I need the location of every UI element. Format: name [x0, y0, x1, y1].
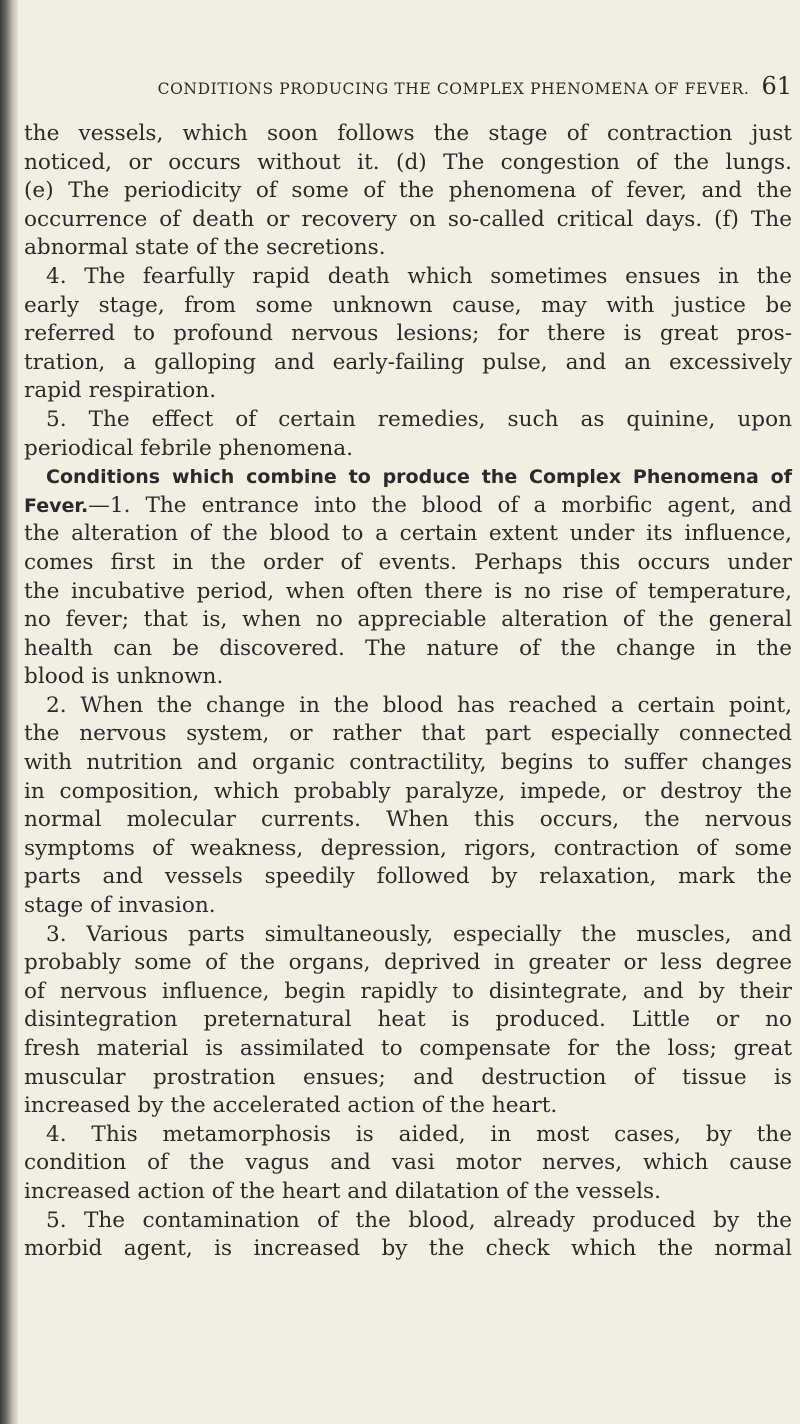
- text-line: early stage, from some unknown cause, may with justice be: [24, 292, 792, 318]
- text-line: symptoms of weakness, depression, rigors, contraction of some: [24, 835, 792, 861]
- text-line: in composition, which probably paralyze, impede, or destroy the: [24, 778, 792, 804]
- text-line: 5. The effect of certain remedies, such as quinine, upon: [46, 406, 792, 432]
- text-line: with nutrition and organic contractility, begins to suffer changes: [24, 750, 792, 776]
- running-head: [42, 72, 792, 106]
- text-line: muscular prostration ensues; and destruction of tissue is: [24, 1064, 792, 1090]
- text-line: disintegration preternatural heat is produced. Little or no: [24, 1007, 792, 1033]
- text-line: condition of the vagus and vasi motor nerves, which cause: [24, 1150, 792, 1176]
- text-line: 4. The fearfully rapid death which sometimes ensues in the: [46, 263, 792, 289]
- text-line: normal molecular currents. When this occurs, the nervous: [24, 807, 792, 833]
- text-run: —1. The entrance into the blood of a morbific agent, and: [88, 492, 792, 518]
- text-line: no fever; that is, when no appreciable alteration of the general: [24, 607, 792, 633]
- section-heading-end: Fever.: [24, 494, 89, 517]
- text-line: fresh material is assimilated to compensate for the loss; great: [24, 1036, 792, 1061]
- text-line: periodical febrile phenomena.: [24, 435, 353, 461]
- text-line: morbid agent, is increased by the check which the normal: [24, 1236, 792, 1262]
- text-line: of nervous influence, begin rapidly to disintegrate, and by their: [24, 978, 792, 1004]
- text-line: (e) The periodicity of some of the phenomena of fever, and the: [24, 178, 792, 204]
- text-line: comes first in the order of events. Perhaps this occurs under: [24, 549, 792, 575]
- text-line: [24, 492, 792, 521]
- text-line: rapid respiration.: [24, 378, 217, 404]
- text-line: increased action of the heart and dilatation of the vessels.: [24, 1178, 662, 1204]
- section-heading: Conditions which combine to produce the Complex Phenomena of: [46, 466, 792, 489]
- text-line: noticed, or occurs without it. (d) The congestion of the lungs.: [24, 149, 792, 175]
- text-line: occurrence of death or recovery on so-called critical days. (f) The: [24, 206, 792, 232]
- text-line: 2. When the change in the blood has reached a certain point,: [46, 692, 792, 718]
- text-line: blood is unknown.: [24, 664, 224, 690]
- running-head-title: CONDITIONS PRODUCING THE COMPLEX PHENOMENA OF FEVER.: [157, 80, 750, 98]
- text-line: health can be discovered. The nature of the change in the: [24, 635, 792, 661]
- text-line: increased by the accelerated action of the heart.: [24, 1093, 558, 1119]
- text-line: the incubative period, when often there is no rise of temperature,: [24, 578, 792, 604]
- text-line: abnormal state of the secretions.: [24, 235, 386, 261]
- text-line: 3. Various parts simultaneously, especially the muscles, and: [46, 921, 792, 947]
- page-number: 61: [761, 72, 792, 100]
- text-line: tration, a galloping and early-failing pulse, and an excessively: [24, 349, 792, 375]
- text-line: parts and vessels speedily followed by relaxation, mark the: [24, 864, 792, 890]
- text-line: probably some of the organs, deprived in greater or less degree: [24, 950, 792, 976]
- text-line: the vessels, which soon follows the stage of contraction just: [24, 121, 792, 146]
- text-line: stage of invasion.: [24, 893, 216, 919]
- text-line: the nervous system, or rather that part especially connected: [24, 721, 792, 747]
- text-line: 5. The contamination of the blood, already produced by the: [46, 1207, 792, 1233]
- body-text: [24, 120, 792, 1264]
- text-line: the alteration of the blood to a certain extent under its influence,: [24, 521, 792, 547]
- text-line: referred to profound nervous lesions; for there is great pros-: [24, 321, 792, 347]
- book-page: [24, 72, 792, 1264]
- binding-gutter: [0, 0, 18, 1424]
- text-line: 4. This metamorphosis is aided, in most cases, by the: [46, 1121, 792, 1147]
